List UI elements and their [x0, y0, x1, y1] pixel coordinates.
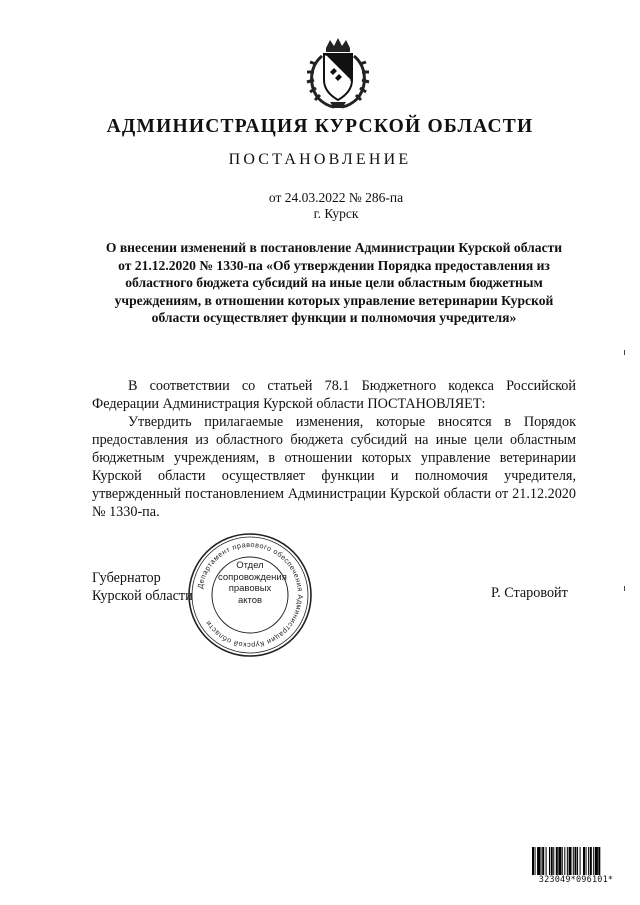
signatory-position	[92, 569, 193, 605]
stamp-inner-line-4: актов	[237, 594, 263, 606]
signatory-name: Р. Старовойт	[491, 585, 568, 601]
document-body	[92, 377, 576, 521]
signatory-position-line-2: Курской области	[92, 588, 193, 604]
stamp-inner-line-1: Отдел	[236, 560, 264, 571]
document-date-number: от 24.03.2022 № 286-па	[268, 190, 404, 205]
coat-of-arms-emblem	[302, 36, 374, 110]
organization-name: АДМИНИСТРАЦИЯ КУРСКОЙ ОБЛАСТИ	[106, 116, 534, 137]
barcode-number: 323049*096101*	[538, 875, 614, 885]
stamp-inner-line-3: правовых	[228, 583, 272, 594]
stamp-inner-line-2: сопровождения	[218, 571, 287, 583]
signatory-position-line-1: Губернатор	[92, 570, 161, 586]
stamp-inner-text	[218, 560, 287, 606]
document-title: О внесении изменений в постановление Администрации Курской области от 21.12.2020 № 1330-па «Об утверждении Порядка предоставления из областного бюджета субсидий на иные цели областным бюджетным учреждениям, в отношении которых управление ветеринарии Курской области осуществляет функции и полномочия учредителя»	[105, 240, 563, 326]
document-city: г. Курск	[313, 206, 359, 221]
margin-tick	[624, 350, 625, 355]
margin-tick	[624, 586, 625, 591]
barcode	[532, 847, 620, 875]
body-paragraph-2: Утвердить прилагаемые изменения, которые вносятся в Порядок предоставления из областного бюджета субсидий на иные цели областным бюджетным учреждениям, в отношении которых управление ветеринарии Курской области осуществляет функции и полномочия учредителя, утвержденный постановлением Администрации Курской области от 21.12.2020 № 1330-па.	[92, 414, 576, 520]
document-type: ПОСТАНОВЛЕНИЕ	[228, 151, 412, 168]
body-paragraph-1: В соответствии со статьей 78.1 Бюджетного кодекса Российской Федерации Администрация Курской области ПОСТАНОВЛЯЕТ:	[92, 378, 576, 412]
stamp-outer-text: Департамент правового обеспечения Администрации Курской области	[195, 539, 306, 651]
